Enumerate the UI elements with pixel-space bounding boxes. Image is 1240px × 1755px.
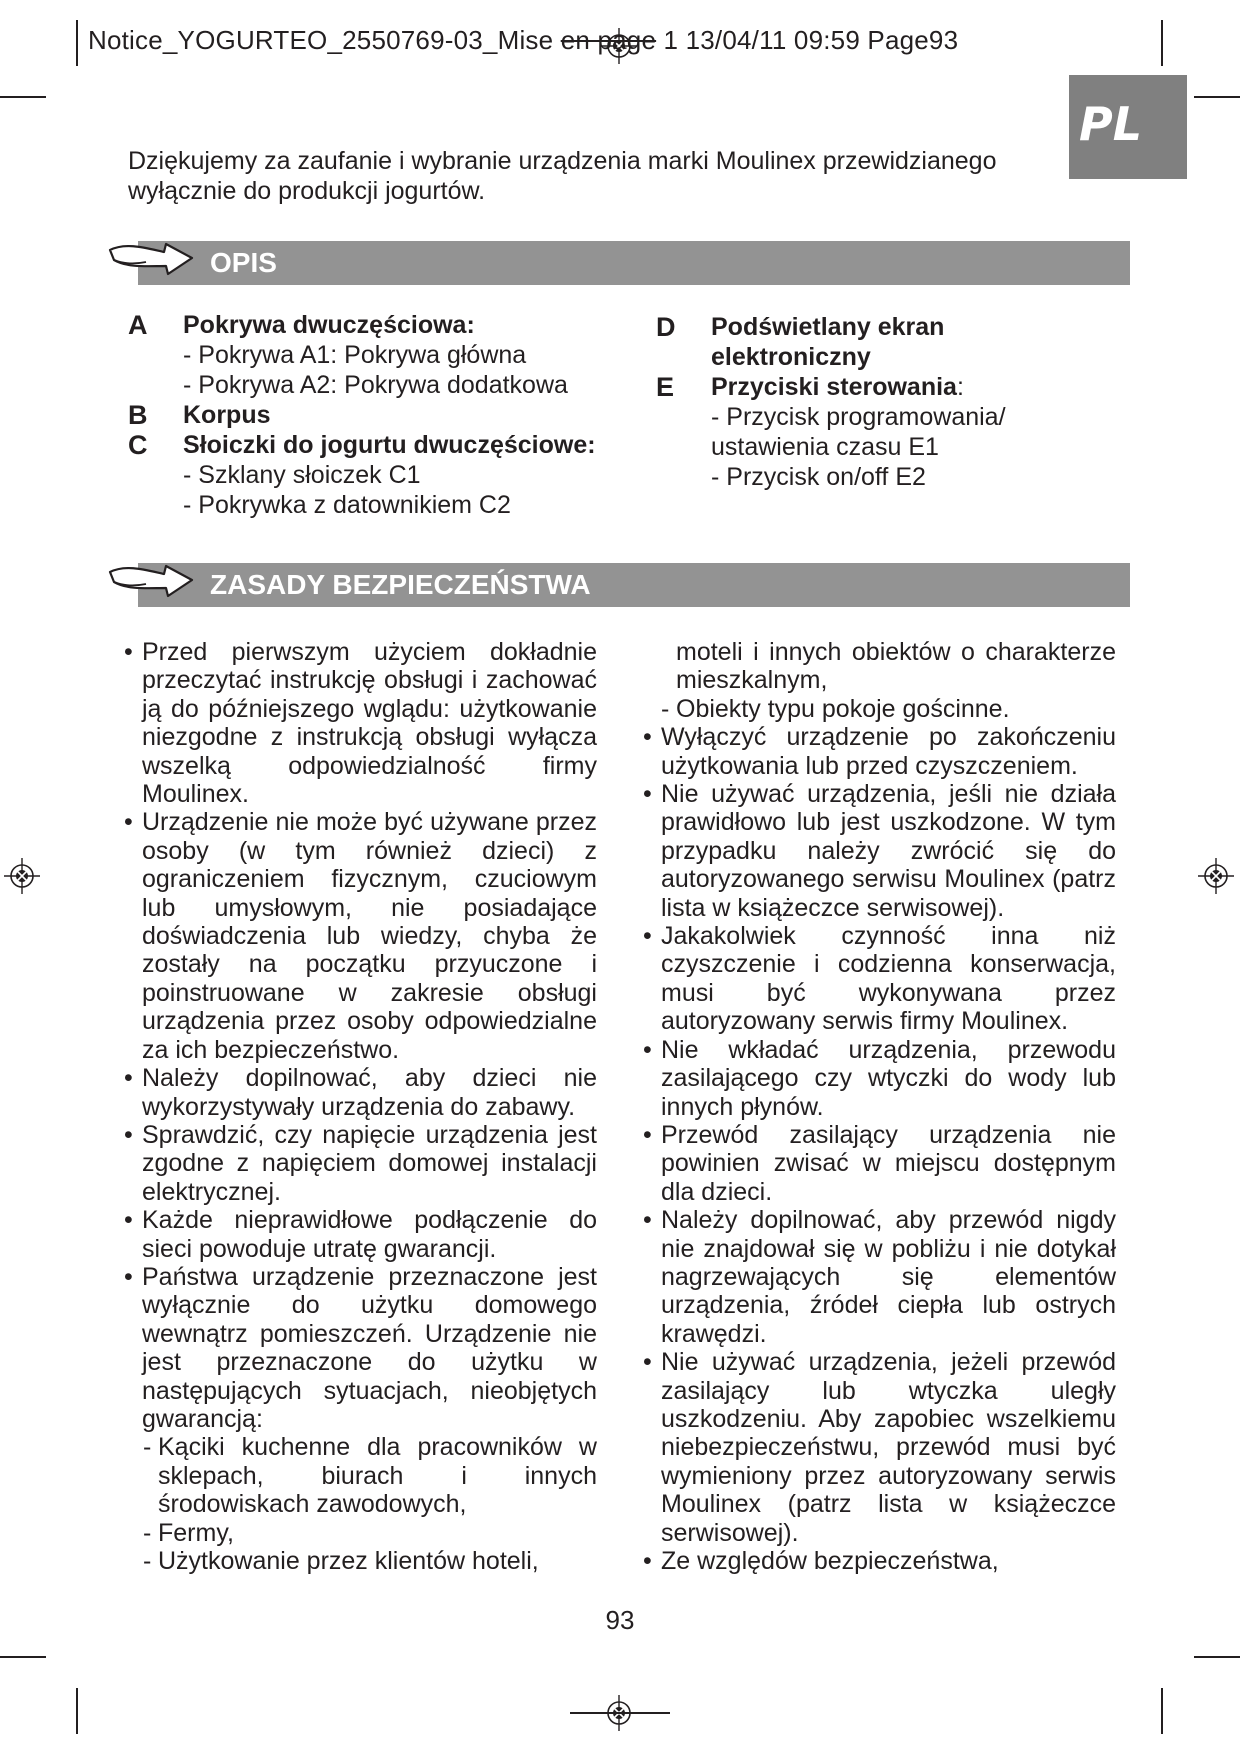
print-slug (88, 25, 958, 56)
item-sub: - Pokrywa A2: Pokrywa dodatkowa (183, 371, 568, 399)
description-item-b (128, 400, 648, 430)
safety-bullet: • Przed pierwszym użyciem dokładnie przeczytać instrukcję obsługi i zachować ją do późniejszego wglądu: użytkowanie niezgodne z instrukcją obsługi wyłącza wszelką odpowiedzialność firmy Moulinex. (125, 638, 597, 808)
safety-bullet: • Ze względów bezpieczeństwa, (644, 1547, 1116, 1575)
slug-text-end: 1 13/04/11 09:59 Page93 (656, 25, 959, 55)
section-bar-description (138, 241, 1130, 285)
hand-arrow-icon (106, 558, 196, 608)
item-title: Podświetlany ekran elektroniczny (711, 313, 945, 371)
safety-bullet: • Należy dopilnować, aby dzieci nie wykorzystywały urządzenia do zabawy. (125, 1064, 597, 1121)
safety-dash-item: - Obiekty typu pokoje gościnne. (661, 695, 1116, 723)
crop-mark (1161, 1688, 1163, 1734)
item-letter: C (128, 430, 148, 460)
hand-arrow-icon (106, 236, 196, 286)
item-title: Korpus (183, 401, 271, 429)
description-item-c (128, 430, 648, 520)
item-title: Słoiczki do jogurtu dwuczęściowe: (183, 431, 596, 459)
safety-bullet: • Urządzenie nie może być używane przez osoby (w tym również dzieci) z ograniczeniem fizycznym, czuciowym lub umysłowym, nie posiadające doświadczenia lub wiedzy, chyba że zostały na początku przyuczone i poinstruowane w zakresie obsługi urządzenia przez osoby odpowiedzialne za ich bezpieczeństwo. (125, 808, 597, 1064)
safety-continued-text: moteli i innych obiektów o charakterze mieszkalnym, (676, 638, 1116, 695)
safety-bullet: • Każde nieprawidłowe podłączenie do sieci powoduje utratę gwarancji. (125, 1206, 597, 1263)
safety-bullet: • Nie wkładać urządzenia, przewodu zasilającego czy wtyczki do wody lub innych płynów. (644, 1036, 1116, 1121)
safety-bullet: • Należy dopilnować, aby przewód nigdy nie znajdował się w pobliżu i nie dotykał nagrzewających się elementów urządzenia, źródeł ciepła lub ostrych krawędzi. (644, 1206, 1116, 1348)
crop-mark (1194, 96, 1240, 98)
item-letter: B (128, 400, 148, 430)
item-title: Przyciski sterowania (711, 373, 957, 401)
item-sub: - Przycisk on/off E2 (711, 463, 926, 491)
section-title: OPIS (210, 247, 277, 278)
safety-bullet: • Wyłączyć urządzenie po zakończeniu użytkowania lub przed czyszczeniem. (644, 723, 1116, 780)
safety-left-column (125, 638, 597, 1575)
registration-mark-icon (4, 858, 40, 894)
item-letter: A (128, 310, 148, 340)
slug-text: Notice_YOGURTEO_2550769-03_Mise (88, 25, 561, 55)
safety-bullet: • Sprawdzić, czy napięcie urządzenia jest zgodne z napięciem domowej instalacji elektrycznej. (125, 1121, 597, 1206)
intro-paragraph: Dziękujemy za zaufanie i wybranie urządzenia marki Moulinex przewidzianego wyłącznie do produkcji jogurtów. (128, 147, 997, 205)
item-letter: D (656, 312, 676, 342)
description-item-d (656, 312, 1056, 372)
crop-mark (76, 20, 78, 66)
safety-bullet: • Jakakolwiek czynność inna niż czyszczenie i codzienna konserwacja, musi być wykonywana przez autoryzowany serwis firmy Moulinex. (644, 922, 1116, 1036)
safety-bullet: • Przewód zasilający urządzenia nie powinien zwisać w miejscu dostępnym dla dzieci. (644, 1121, 1116, 1206)
description-left (128, 310, 648, 520)
item-sub: - Pokrywa A1: Pokrywa główna (183, 341, 527, 369)
slug-struck-text: en page (560, 25, 657, 55)
language-tab: PL (1069, 75, 1187, 179)
safety-bullet: • Państwa urządzenie przeznaczone jest wyłącznie do użytku domowego wewnątrz pomieszczeń. Urządzenie nie jest przeznaczone do użytku w następujących sytuacjach, nieobjętych gwarancją: (125, 1263, 597, 1433)
crop-mark (76, 1688, 78, 1734)
description-item-a (128, 310, 648, 400)
item-title: Pokrywa dwuczęściowa: (183, 311, 475, 339)
section-bar-safety (138, 563, 1130, 607)
safety-bullet: • Nie używać urządzenia, jeśli nie działa prawidłowo lub jest uszkodzone. W tym przypadku należy zwrócić się do autoryzowanego serwisu Moulinex (patrz lista w książeczce serwisowej). (644, 780, 1116, 922)
item-sub: - Pokrywka z datownikiem C2 (183, 491, 511, 519)
section-title: ZASADY BEZPIECZEŃSTWA (210, 569, 591, 600)
safety-sub-item: - Fermy, (125, 1519, 597, 1547)
description-item-e (656, 372, 1056, 492)
description-right (656, 312, 1056, 492)
safety-right-column (644, 638, 1116, 1575)
registration-mark-icon (1198, 858, 1234, 894)
crop-mark (0, 96, 46, 98)
crop-mark (570, 1712, 670, 1714)
safety-bullet: • Nie używać urządzenia, jeżeli przewód zasilający lub wtyczka uległy uszkodzeniu. Aby zapobiec wszelkiemu niebezpieczeństwu, przewód musi być wymieniony przez autoryzowany serwis Moulinex (patrz lista w książeczce serwisowej). (644, 1348, 1116, 1547)
crop-mark (0, 1656, 46, 1658)
page-number: 93 (605, 1605, 635, 1635)
item-sub: - Szklany słoiczek C1 (183, 461, 421, 489)
item-letter: E (656, 372, 675, 402)
item-title-suffix: : (956, 373, 964, 401)
item-sub: - Przycisk programowania/ ustawienia czasu E1 (711, 403, 1006, 461)
crop-mark (1194, 1656, 1240, 1658)
crop-mark (1161, 20, 1163, 66)
safety-sub-item: - Użytkowanie przez klientów hoteli, (125, 1547, 597, 1575)
safety-sub-item: - Kąciki kuchenne dla pracowników w sklepach, biurach i innych środowiskach zawodowych, (125, 1433, 597, 1518)
